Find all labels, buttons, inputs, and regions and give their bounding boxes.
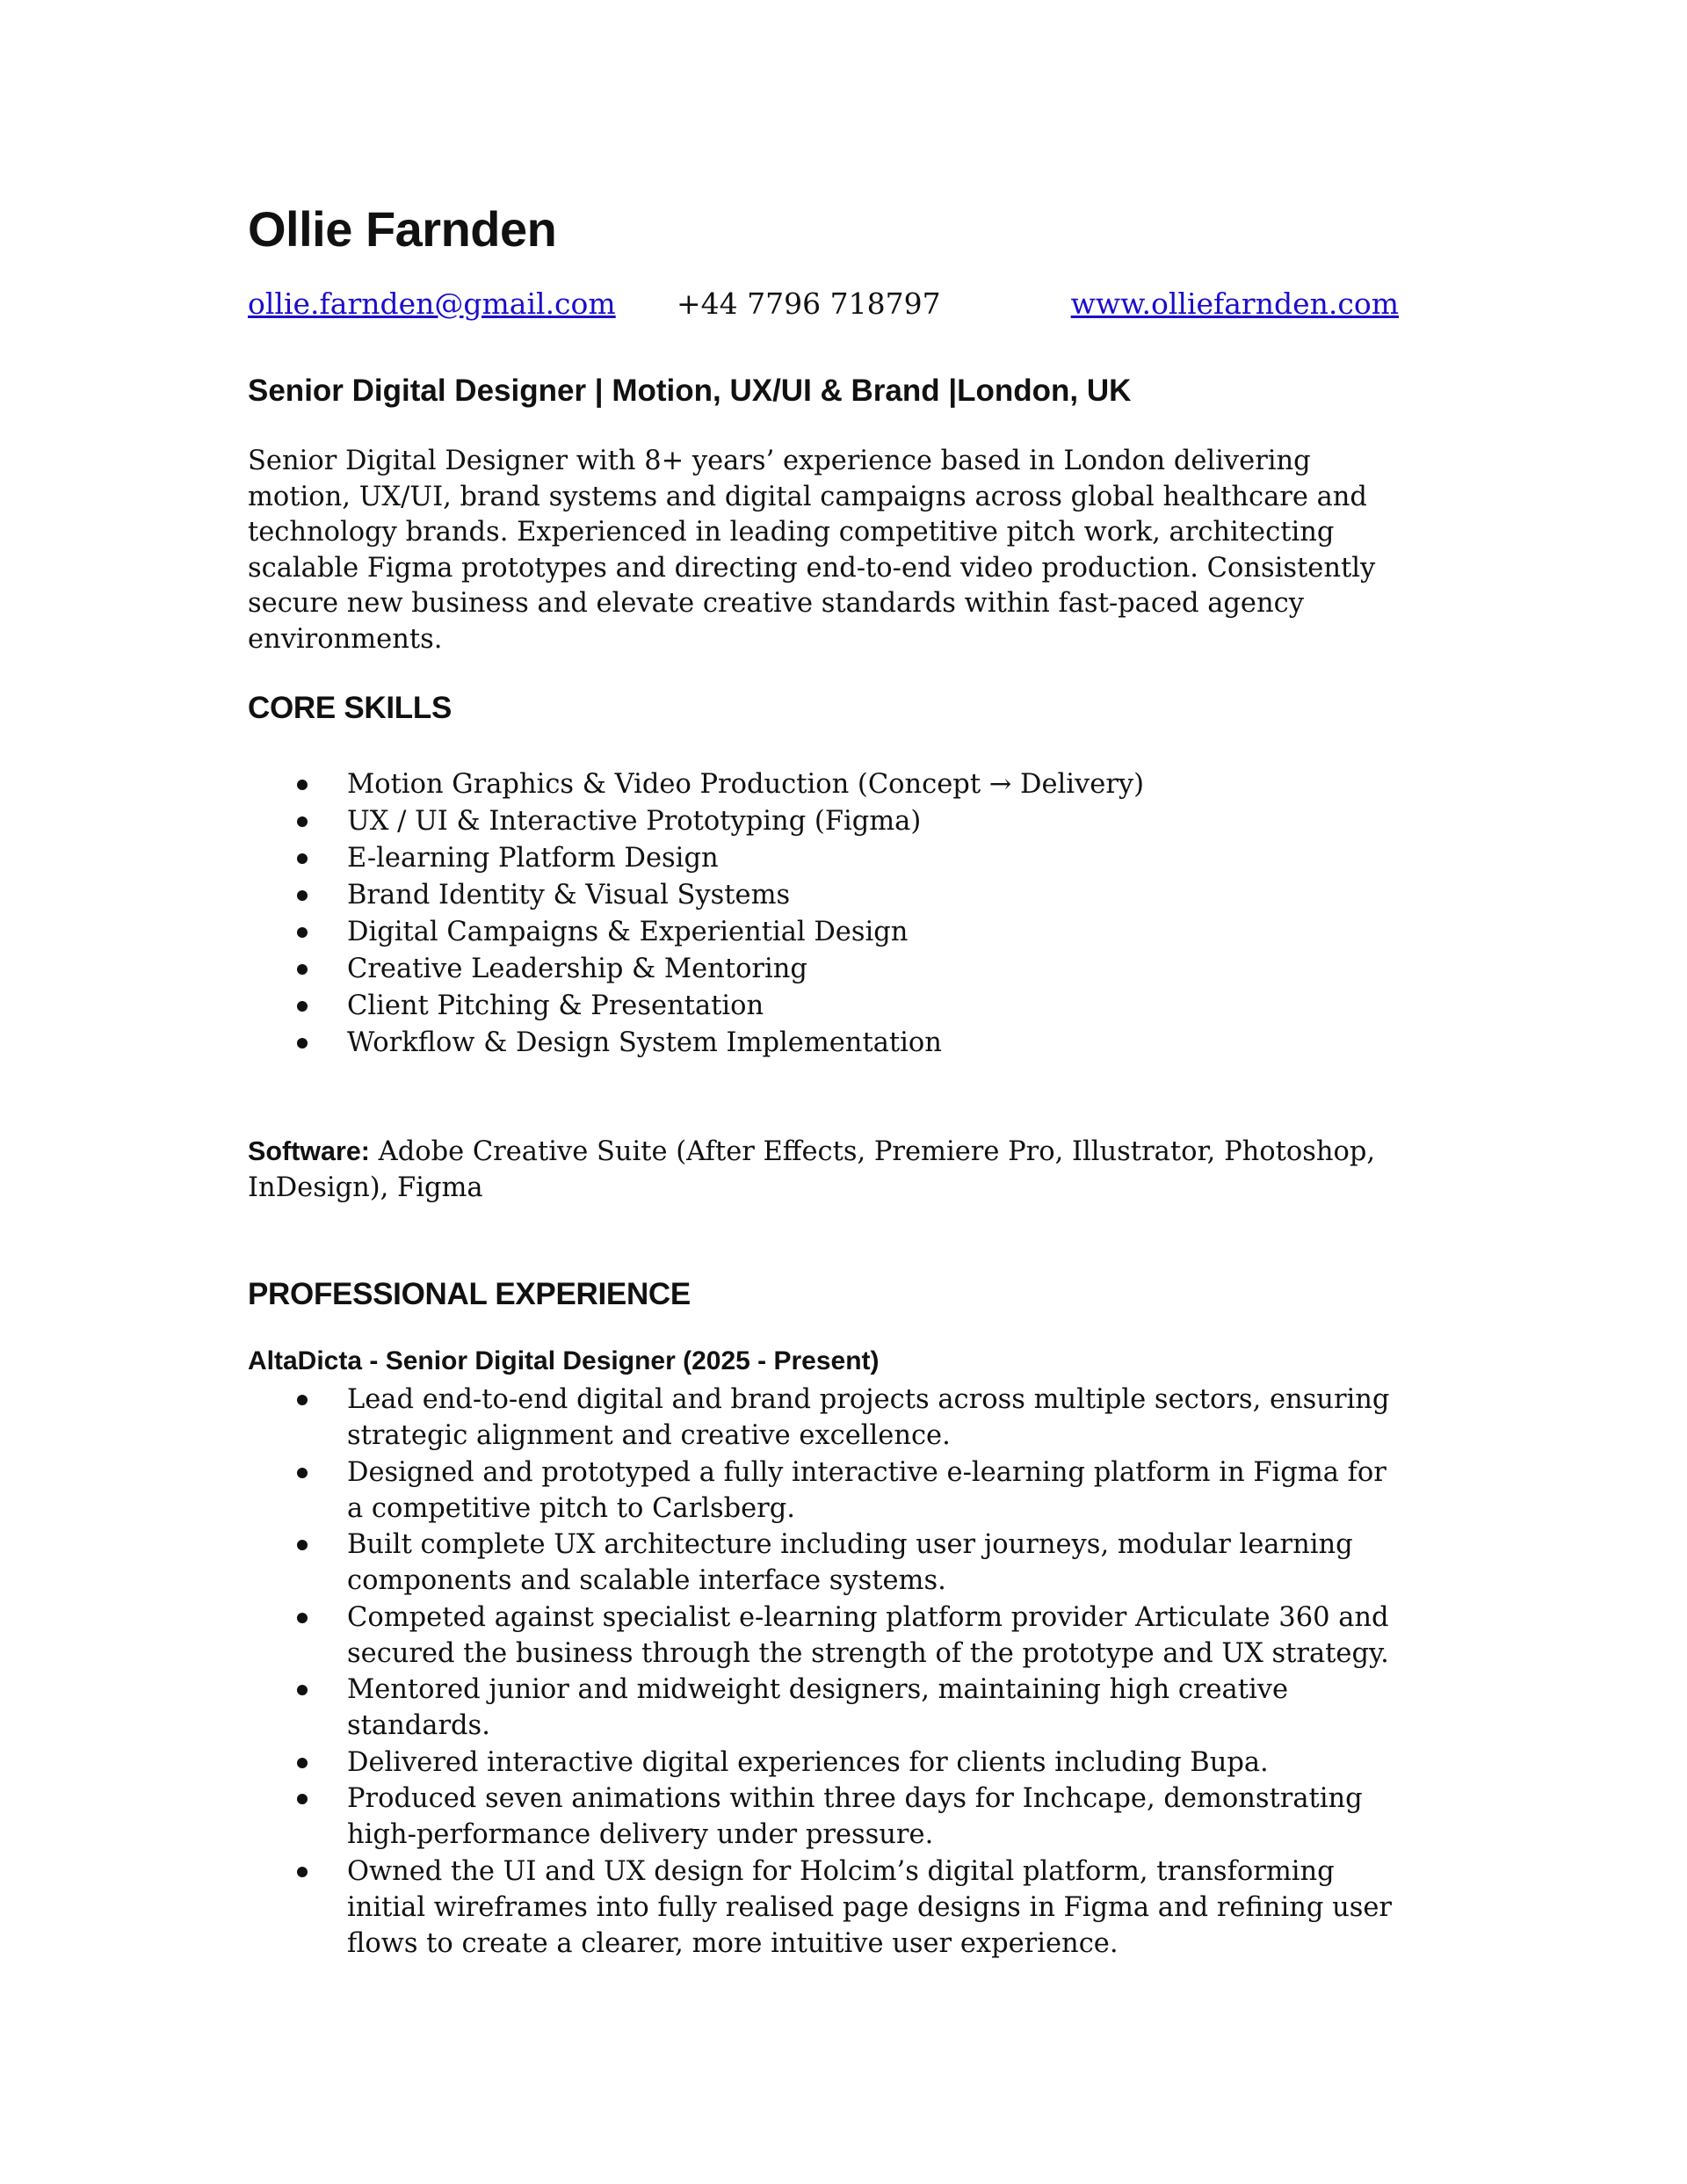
responsibility-text: Designed and prototyped a fully interactive e-learning platform in Figma for a competitive pitch to Carlsberg. xyxy=(347,1456,1387,1524)
bullet-icon xyxy=(297,890,308,901)
responsibility-item xyxy=(248,1382,1408,1454)
bullet-icon xyxy=(297,1468,308,1478)
responsibility-text: Competed against specialist e-learning platform provider Articulate 360 and secured the business through the strength of the prototype and UX strategy. xyxy=(347,1601,1389,1669)
skill-item xyxy=(248,951,1443,988)
skill-item xyxy=(248,803,1443,840)
software-line xyxy=(248,1134,1416,1206)
responsibility-text: Owned the UI and UX design for Holcim’s digital platform, transforming initial wireframes into fully realised page designs in Figma and refining user flows to create a clearer, more intuitive user experience. xyxy=(347,1855,1392,1959)
bullet-icon xyxy=(297,1038,308,1048)
bullet-icon xyxy=(297,1685,308,1695)
email-link[interactable]: ollie.farnden@gmail.com xyxy=(248,287,616,321)
skill-text: UX / UI & Interactive Prototyping (Figma) xyxy=(347,806,922,837)
responsibility-text: Lead end-to-end digital and brand projects across multiple sectors, ensuring strategic alignment and creative excellence. xyxy=(347,1384,1390,1451)
responsibility-item xyxy=(248,1600,1408,1672)
skill-text: Workflow & Design System Implementation xyxy=(347,1027,942,1058)
responsibility-item xyxy=(248,1781,1408,1853)
bullet-icon xyxy=(297,1540,308,1550)
responsibility-item xyxy=(248,1854,1408,1962)
skill-item xyxy=(248,1025,1443,1062)
responsibility-text: Produced seven animations within three days for Inchcape, demonstrating high-performance delivery under pressure. xyxy=(347,1783,1363,1850)
bullet-icon xyxy=(297,1001,308,1012)
bullet-icon xyxy=(297,964,308,975)
responsibility-text: Delivered interactive digital experiences for clients including Bupa. xyxy=(347,1746,1269,1778)
core-skills-heading: CORE SKILLS xyxy=(248,691,452,725)
bullet-icon xyxy=(297,1613,308,1623)
software-label: Software: xyxy=(248,1136,370,1166)
skill-item xyxy=(248,840,1443,877)
responsibility-text: Mentored junior and midweight designers, maintaining high creative standards. xyxy=(347,1674,1289,1741)
responsibility-item xyxy=(248,1527,1408,1599)
bullet-icon xyxy=(297,1794,308,1804)
skill-item xyxy=(248,988,1443,1025)
skill-text: Digital Campaigns & Experiential Design xyxy=(347,917,909,947)
website-link[interactable]: www.olliefarnden.com xyxy=(1070,287,1399,321)
skill-text: Creative Leadership & Mentoring xyxy=(347,954,807,984)
responsibility-text: Built complete UX architecture including user journeys, modular learning components and scalable interface systems. xyxy=(347,1529,1353,1596)
job-responsibilities-list xyxy=(248,1382,1408,1962)
bullet-icon xyxy=(297,1395,308,1405)
skill-item xyxy=(248,766,1443,803)
profile-summary: Senior Digital Designer with 8+ years’ experience based in London delivering motion, UX/UI, brand systems and digital campaigns across global healthcare and technology brands. Experienced in leading competitive pitch work, architecting scalable Figma prototypes and directing end-to-end video production. Consistently secure new business and elevate creative standards within fast-paced agency environments. xyxy=(248,446,1376,655)
candidate-name: Ollie Farnden xyxy=(248,201,557,257)
software-text: Adobe Creative Suite (After Effects, Premiere Pro, Illustrator, Photoshop, InDesign), Figma xyxy=(248,1136,1376,1203)
skill-text: E-learning Platform Design xyxy=(347,843,719,874)
bullet-icon xyxy=(297,1758,308,1768)
professional-headline: Senior Digital Designer | Motion, UX/UI & Brand |London, UK xyxy=(248,374,1132,408)
skill-text: Client Pitching & Presentation xyxy=(347,990,764,1021)
bullet-icon xyxy=(297,927,308,938)
skill-text: Motion Graphics & Video Production (Concept → Delivery) xyxy=(347,769,1145,800)
core-skills-list xyxy=(248,766,1443,1062)
responsibility-item xyxy=(248,1455,1408,1527)
skill-item xyxy=(248,877,1443,914)
bullet-icon xyxy=(297,853,308,864)
bullet-icon xyxy=(297,816,308,827)
experience-heading: PROFESSIONAL EXPERIENCE xyxy=(248,1277,691,1311)
skill-item xyxy=(248,914,1443,951)
bullet-icon xyxy=(297,780,308,790)
skill-text: Brand Identity & Visual Systems xyxy=(347,880,791,911)
responsibility-item xyxy=(248,1745,1408,1781)
job-title: AltaDicta - Senior Digital Designer (2025 - Present) xyxy=(248,1346,880,1375)
bullet-icon xyxy=(297,1867,308,1877)
responsibility-item xyxy=(248,1672,1408,1744)
phone-number: +44 7796 718797 xyxy=(677,287,941,321)
